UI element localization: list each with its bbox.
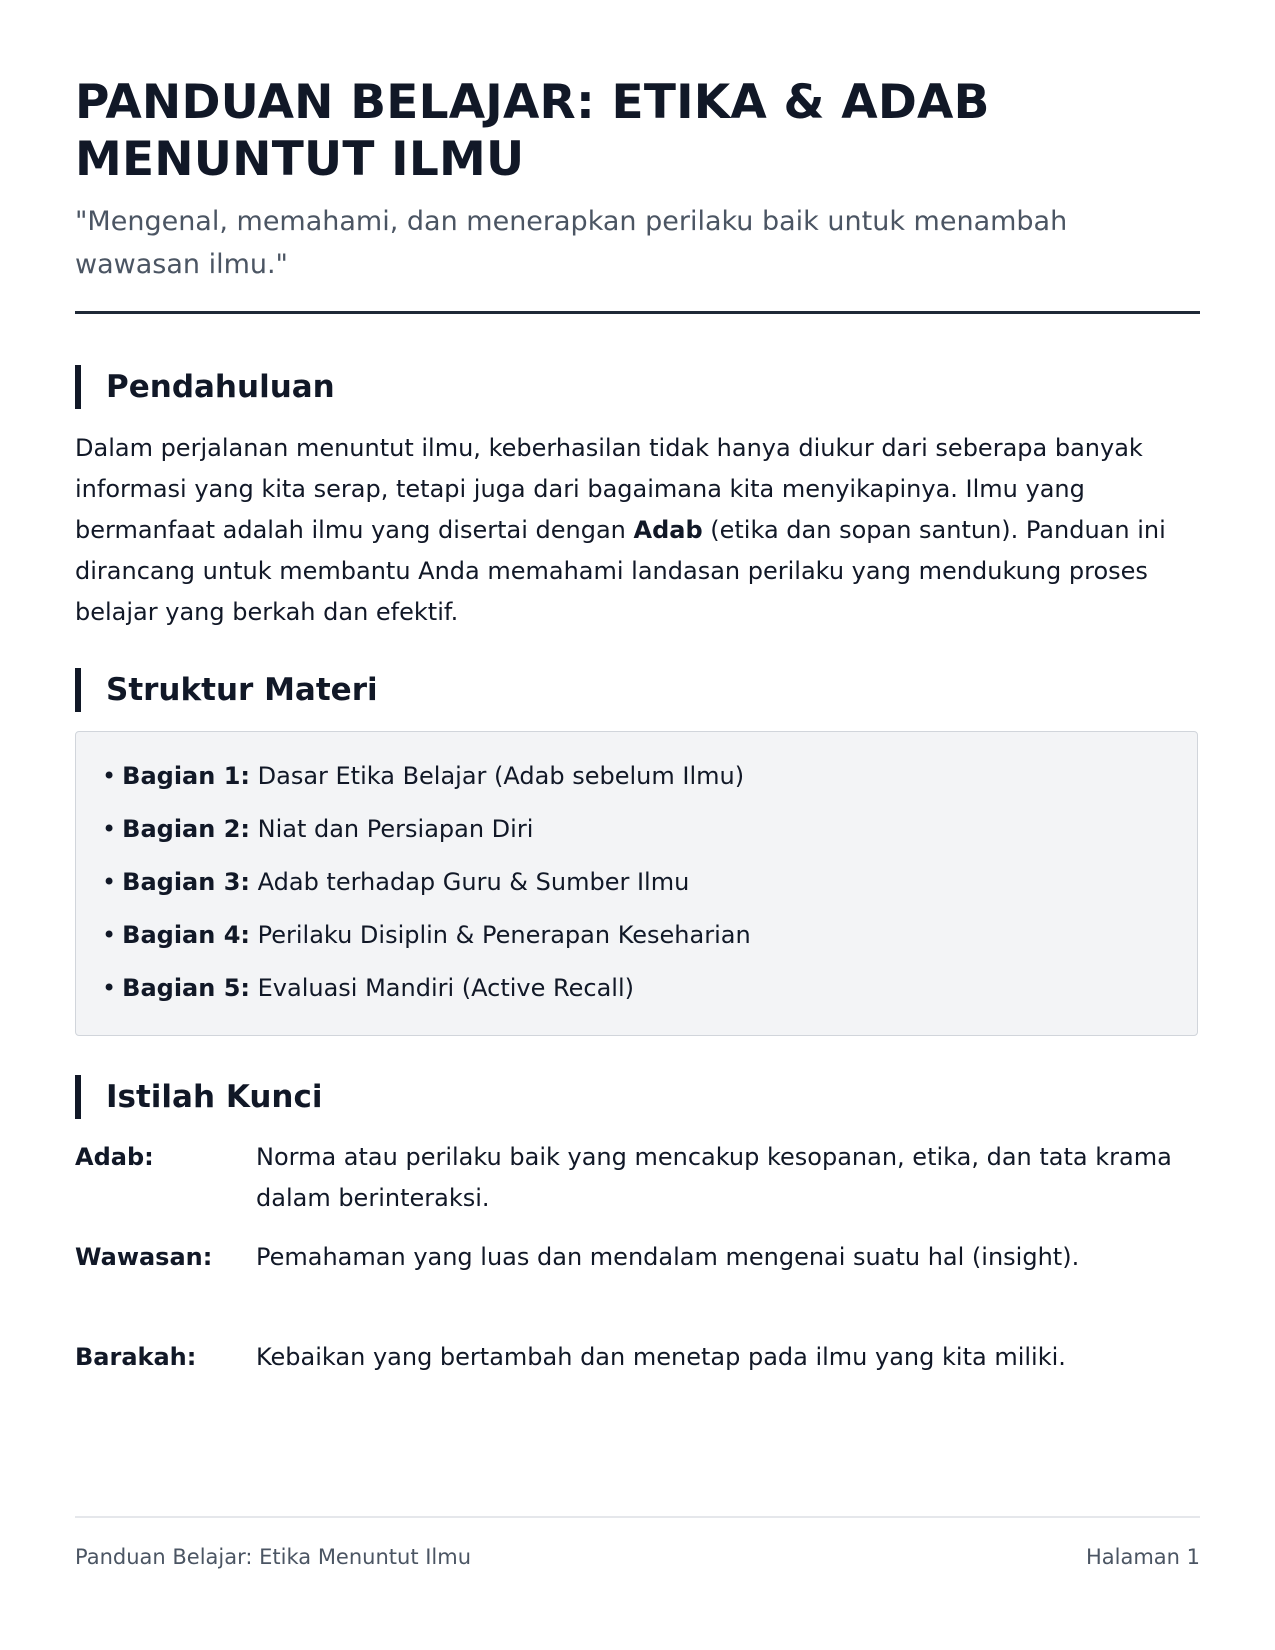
structure-item-label: Bagian 3: [122, 868, 250, 896]
structure-item-5 [102, 973, 751, 1026]
term-definition: Kebaikan yang bertambah dan menetap pada ilmu yang kita miliki. [256, 1343, 1066, 1371]
structure-item-3 [102, 867, 751, 920]
structure-item-text: Perilaku Disiplin & Penerapan Keseharian [257, 921, 751, 949]
document-page [75, 0, 1200, 1650]
term-name: Barakah: [75, 1343, 197, 1371]
structure-item-1 [102, 761, 751, 814]
bullet-icon: • [102, 974, 117, 1002]
structure-item-text: Evaluasi Mandiri (Active Recall) [257, 974, 634, 1002]
page-subtitle: "Mengenal, memahami, dan menerapkan perilaku baik untuk menambah wawasan ilmu." [75, 206, 1068, 280]
bullet-icon: • [102, 868, 117, 896]
section-heading-pendahuluan: Pendahuluan [75, 365, 335, 409]
page-title: PANDUAN BELAJAR: ETIKA & ADAB MENUNTUT ILMU [75, 75, 990, 187]
structure-item-2 [102, 814, 751, 867]
structure-item-label: Bagian 1: [122, 762, 250, 790]
bullet-icon: • [102, 921, 117, 949]
term-definition: Pemahaman yang luas dan mendalam mengenai suatu hal (insight). [256, 1243, 1080, 1271]
term-definition: Norma atau perilaku baik yang mencakup kesopanan, etika, dan tata krama dalam berinteraksi. [256, 1143, 1172, 1212]
structure-item-text: Dasar Etika Belajar (Adab sebelum Ilmu) [257, 762, 745, 790]
footer-divider [75, 1516, 1200, 1518]
intro-text-bold: Adab [633, 516, 703, 544]
structure-item-label: Bagian 2: [122, 815, 250, 843]
section-heading-istilah-kunci: Istilah Kunci [75, 1075, 322, 1119]
intro-text-before: Dalam perjalanan menuntut ilmu, keberhasilan tidak hanya diukur dari seberapa banyak informasi yang kita serap, tetapi juga dari bagaimana kita menyikapinya. Ilmu yang bermanfaat adalah ilmu yang disertai dengan [75, 434, 1143, 544]
structure-list [102, 761, 751, 1026]
intro-text-after: (etika dan sopan santun). Panduan ini dirancang untuk membantu Anda memahami landasan perilaku yang mendukung proses belajar yang berkah dan efektif. [75, 516, 1166, 626]
header-divider [75, 311, 1200, 314]
structure-item-text: Adab terhadap Guru & Sumber Ilmu [257, 868, 690, 896]
structure-box [75, 731, 1198, 1036]
term-name: Wawasan: [75, 1243, 213, 1271]
bullet-icon: • [102, 815, 117, 843]
structure-item-text: Niat dan Persiapan Diri [257, 815, 534, 843]
bullet-icon: • [102, 762, 117, 790]
footer-page-number: Halaman 1 [1085, 1545, 1200, 1569]
structure-item-label: Bagian 5: [122, 974, 250, 1002]
footer-document-title: Panduan Belajar: Etika Menuntut Ilmu [75, 1545, 472, 1569]
term-name: Adab: [75, 1143, 154, 1171]
structure-item-4 [102, 920, 751, 973]
section-heading-struktur-materi: Struktur Materi [75, 668, 378, 712]
intro-paragraph [75, 428, 1200, 633]
structure-item-label: Bagian 4: [122, 921, 250, 949]
